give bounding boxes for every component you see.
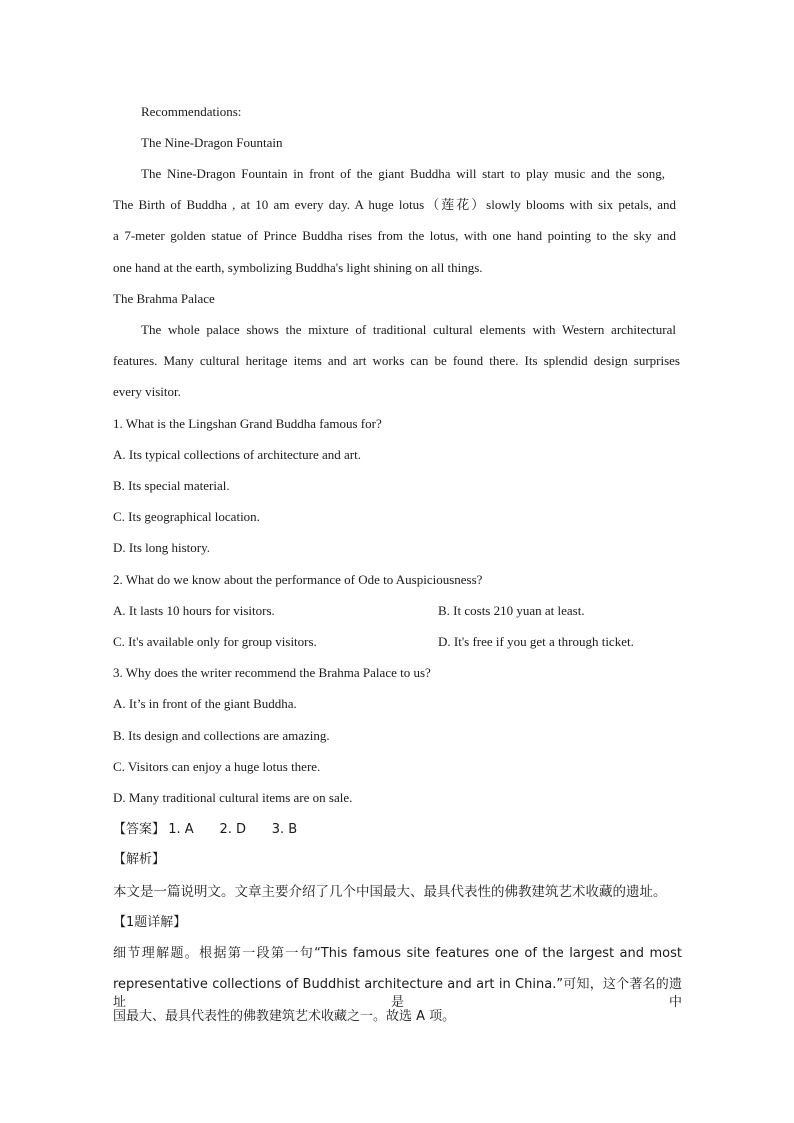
question-1-option-a: A. Its typical collections of architecture and art. [113, 447, 361, 462]
analysis-label: 【解析】 [113, 852, 166, 867]
fountain-para-line-4: one hand at the earth, symbolizing Buddha's light shining on all things. [113, 260, 483, 275]
question-2-option-b: B. It costs 210 yuan at least. [438, 603, 585, 618]
recommendations-heading: Recommendations: [141, 104, 242, 119]
question-1-option-b: B. Its special material. [113, 478, 230, 493]
answer-row [113, 820, 297, 839]
question-2-option-c: C. It's available only for group visitors. [113, 634, 317, 649]
answer-3: 3. B [271, 822, 298, 837]
question-1-option-d: D. Its long history. [113, 540, 211, 555]
question-3-option-b: B. Its design and collections are amazing. [113, 728, 330, 743]
detail-label: 【1题详解】 [113, 915, 187, 930]
answer-label: 【答案】 [113, 822, 166, 837]
question-1-stem: 1. What is the Lingshan Grand Buddha famous for? [113, 416, 382, 431]
question-3-option-d: D. Many traditional cultural items are on sale. [113, 790, 353, 805]
answer-2: 2. D [219, 822, 247, 837]
palace-para-line-1: The whole palace shows the mixture of traditional cultural elements with Western architectural [141, 322, 676, 337]
fountain-para-line-2: The Birth of Buddha , at 10 am every day. A huge lotus（莲花）slowly blooms with six petals, and [113, 197, 676, 212]
fountain-para-line-1: The Nine-Dragon Fountain in front of the giant Buddha will start to play music and the song, [141, 166, 665, 181]
palace-title: The Brahma Palace [113, 291, 215, 306]
question-3-stem: 3. Why does the writer recommend the Brahma Palace to us? [113, 665, 431, 680]
analysis-summary: 本文是一篇说明文。文章主要介绍了几个中国最大、最具代表性的佛教建筑艺术收藏的遗址。 [113, 884, 667, 900]
fountain-title: The Nine-Dragon Fountain [141, 135, 283, 150]
fountain-para-line-3: a 7-meter golden statue of Prince Buddha rises from the lotus, with one hand pointing to the sky and [113, 228, 676, 243]
detail-line-2: representative collections of Buddhist architecture and art in China.”可知，这个著名的遗址是中 [113, 977, 682, 1010]
question-2-stem: 2. What do we know about the performance of Ode to Auspiciousness? [113, 572, 483, 587]
question-3-option-a: A. It’s in front of the giant Buddha. [113, 696, 297, 711]
palace-para-line-2: features. Many cultural heritage items and art works can be found there. Its splendid design surprises [113, 353, 680, 368]
palace-para-line-3: every visitor. [113, 384, 181, 399]
detail-line-3: 国最大、最具代表性的佛教建筑艺术收藏之一。故选 A 项。 [113, 1009, 456, 1024]
answer-1: 1. A [168, 822, 194, 837]
question-2-option-a: A. It lasts 10 hours for visitors. [113, 603, 275, 618]
question-1-option-c: C. Its geographical location. [113, 509, 260, 524]
detail-line-1: 细节理解题。根据第一段第一句“This famous site features one of the largest and most [113, 946, 682, 961]
question-3-option-c: C. Visitors can enjoy a huge lotus there. [113, 759, 321, 774]
question-2-option-d: D. It's free if you get a through ticket. [438, 634, 634, 649]
